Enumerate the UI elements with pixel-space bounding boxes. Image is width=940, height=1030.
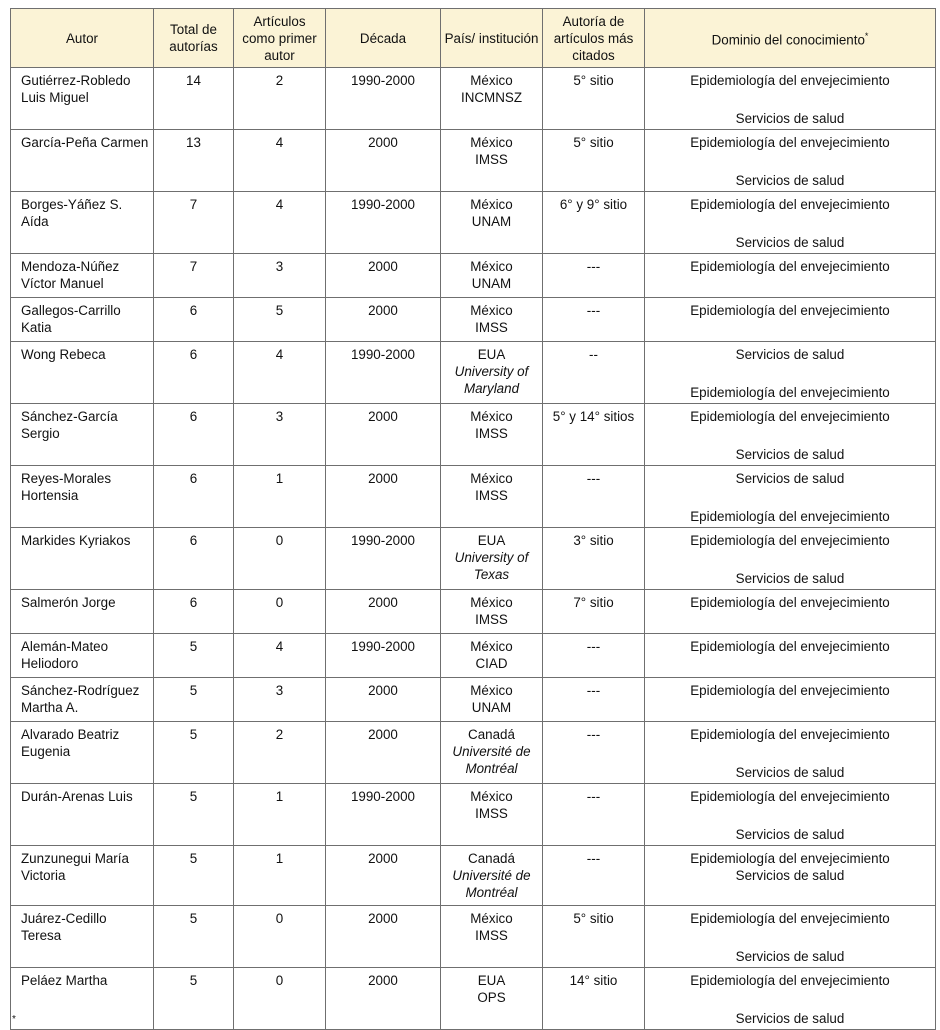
cell-total: 5: [154, 784, 234, 846]
dominio-secondary: Servicios de salud: [735, 765, 845, 780]
pais-institution: University of Maryland: [454, 364, 529, 396]
cell-autoria: ---: [543, 784, 645, 846]
cell-primer: 1: [234, 784, 326, 846]
cell-primer: 4: [234, 192, 326, 254]
cell-primer: 0: [234, 906, 326, 968]
table-header-row: [11, 9, 936, 68]
cell-pais: [441, 722, 543, 784]
cell-autor: Juárez-Cedillo Teresa: [11, 906, 154, 968]
cell-pais: [441, 634, 543, 678]
cell-decada: 2000: [326, 466, 441, 528]
pais-country: México: [470, 197, 513, 212]
dominio-primary: Epidemiología del envejecimiento: [690, 683, 890, 698]
cell-primer: 5: [234, 298, 326, 342]
pais-country: México: [470, 595, 513, 610]
cell-autor: Gutiérrez-Robledo Luis Miguel: [11, 68, 154, 130]
cell-decada: 1990-2000: [326, 528, 441, 590]
cell-primer: 4: [234, 130, 326, 192]
cell-primer: 4: [234, 634, 326, 678]
pais-institution: IMSS: [475, 320, 508, 335]
cell-decada: 2000: [326, 404, 441, 466]
dominio-primary: Epidemiología del envejecimiento: [690, 303, 890, 318]
cell-pais: [441, 968, 543, 1030]
cell-dominio: [645, 722, 936, 784]
cell-autor: Alemán-Mateo Heliodoro: [11, 634, 154, 678]
pais-country: México: [470, 639, 513, 654]
pais-country: México: [470, 303, 513, 318]
pais-institution: University of Texas: [454, 550, 529, 582]
dominio-primary: Epidemiología del envejecimiento: [690, 259, 890, 274]
dominio-gap: [649, 363, 931, 384]
cell-primer: 3: [234, 254, 326, 298]
table-row: [11, 404, 936, 466]
cell-decada: 2000: [326, 906, 441, 968]
pais-institution: IMSS: [475, 612, 508, 627]
cell-autoria: 3° sitio: [543, 528, 645, 590]
header-autoria: Autoría de artículos más citados: [543, 9, 645, 68]
pais-institution: Université de Montréal: [452, 868, 531, 900]
cell-pais: [441, 254, 543, 298]
cell-total: 6: [154, 298, 234, 342]
cell-decada: 2000: [326, 846, 441, 906]
pais-country: México: [470, 135, 513, 150]
cell-pais: [441, 678, 543, 722]
cell-primer: 1: [234, 466, 326, 528]
cell-pais: [441, 846, 543, 906]
dominio-primary: Epidemiología del envejecimiento: [690, 789, 890, 804]
table-row: [11, 678, 936, 722]
pais-institution: IMSS: [475, 806, 508, 821]
cell-decada: 2000: [326, 254, 441, 298]
dominio-gap: [649, 213, 931, 234]
header-autor: Autor: [11, 9, 154, 68]
cell-total: 5: [154, 968, 234, 1030]
dominio-secondary: Servicios de salud: [735, 949, 845, 964]
cell-total: 14: [154, 68, 234, 130]
cell-primer: 3: [234, 678, 326, 722]
table-row: [11, 590, 936, 634]
footnote-mark: *: [12, 1014, 16, 1025]
cell-autor: Gallegos-Carrillo Katia: [11, 298, 154, 342]
cell-dominio: [645, 784, 936, 846]
cell-dominio: [645, 192, 936, 254]
header-total: Total de autorías: [154, 9, 234, 68]
cell-autor: Mendoza-Núñez Víctor Manuel: [11, 254, 154, 298]
table-row: [11, 298, 936, 342]
dominio-secondary: Servicios de salud: [735, 1011, 845, 1026]
pais-country: Canadá: [468, 727, 515, 742]
dominio-primary: Epidemiología del envejecimiento: [690, 973, 890, 988]
cell-total: 6: [154, 466, 234, 528]
dominio-secondary: Servicios de salud: [735, 827, 845, 842]
table-row: [11, 342, 936, 404]
pais-country: México: [470, 471, 513, 486]
cell-dominio: [645, 678, 936, 722]
cell-autoria: 5° sitio: [543, 906, 645, 968]
pais-institution: INCMNSZ: [461, 90, 522, 105]
pais-institution: UNAM: [471, 700, 512, 715]
table-row: [11, 634, 936, 678]
pais-institution: IMSS: [475, 928, 508, 943]
cell-autor: Zunzunegui María Victoria: [11, 846, 154, 906]
header-pais: País/ institución: [441, 9, 543, 68]
cell-primer: 2: [234, 722, 326, 784]
cell-autoria: ---: [543, 846, 645, 906]
cell-total: 6: [154, 590, 234, 634]
cell-total: 7: [154, 254, 234, 298]
dominio-primary: Servicios de salud: [735, 471, 845, 486]
cell-autor: Wong Rebeca: [11, 342, 154, 404]
cell-pais: [441, 784, 543, 846]
cell-pais: [441, 342, 543, 404]
pais-country: México: [470, 789, 513, 804]
cell-autor: Borges-Yáñez S. Aída: [11, 192, 154, 254]
dominio-secondary: Servicios de salud: [735, 235, 845, 250]
cell-pais: [441, 590, 543, 634]
pais-institution: Université de Montréal: [452, 744, 531, 776]
dominio-primary: Epidemiología del envejecimiento: [690, 409, 890, 424]
dominio-secondary: Servicios de salud: [735, 447, 845, 462]
cell-pais: [441, 68, 543, 130]
cell-autor: Alvarado Beatriz Eugenia: [11, 722, 154, 784]
cell-autor: Markides Kyriakos: [11, 528, 154, 590]
table-row: [11, 722, 936, 784]
cell-dominio: [645, 298, 936, 342]
cell-autoria: ---: [543, 466, 645, 528]
cell-decada: 2000: [326, 968, 441, 1030]
cell-autoria: 7° sitio: [543, 590, 645, 634]
dominio-gap: [649, 425, 931, 446]
dominio-gap: [649, 549, 931, 570]
pais-country: México: [470, 259, 513, 274]
pais-country: México: [470, 683, 513, 698]
pais-country: México: [470, 911, 513, 926]
table-row: [11, 68, 936, 130]
dominio-primary: Epidemiología del envejecimiento: [690, 197, 890, 212]
cell-autoria: 5° sitio: [543, 130, 645, 192]
cell-total: 13: [154, 130, 234, 192]
cell-autoria: 5° sitio: [543, 68, 645, 130]
dominio-gap: [649, 805, 931, 826]
cell-autor: Sánchez-García Sergio: [11, 404, 154, 466]
dominio-secondary: Servicios de salud: [735, 868, 845, 883]
cell-pais: [441, 130, 543, 192]
pais-institution: IMSS: [475, 488, 508, 503]
cell-total: 7: [154, 192, 234, 254]
cell-decada: 1990-2000: [326, 634, 441, 678]
dominio-gap: [649, 743, 931, 764]
cell-pais: [441, 192, 543, 254]
cell-total: 6: [154, 342, 234, 404]
dominio-primary: Epidemiología del envejecimiento: [690, 851, 890, 866]
cell-decada: 2000: [326, 722, 441, 784]
dominio-secondary: Servicios de salud: [735, 111, 845, 126]
cell-dominio: [645, 906, 936, 968]
cell-total: 5: [154, 722, 234, 784]
table-row: [11, 968, 936, 1030]
dominio-secondary: Epidemiología del envejecimiento: [690, 509, 890, 524]
table-body: [11, 68, 936, 1030]
table-row: [11, 784, 936, 846]
dominio-gap: [649, 927, 931, 948]
authors-table: [10, 8, 936, 1030]
cell-total: 5: [154, 678, 234, 722]
cell-autoria: ---: [543, 254, 645, 298]
dominio-gap: [649, 151, 931, 172]
table-row: [11, 906, 936, 968]
cell-dominio: [645, 404, 936, 466]
dominio-primary: Epidemiología del envejecimiento: [690, 595, 890, 610]
pais-country: EUA: [477, 347, 506, 362]
cell-autoria: --: [543, 342, 645, 404]
dominio-secondary: Servicios de salud: [735, 571, 845, 586]
cell-decada: 2000: [326, 298, 441, 342]
header-dominio-label: Dominio del conocimiento: [711, 32, 865, 48]
cell-primer: 1: [234, 846, 326, 906]
cell-autoria: 5° y 14° sitios: [543, 404, 645, 466]
pais-institution: IMSS: [475, 152, 508, 167]
pais-country: EUA: [477, 973, 506, 988]
table-row: [11, 466, 936, 528]
cell-autoria: ---: [543, 298, 645, 342]
cell-dominio: [645, 634, 936, 678]
cell-pais: [441, 404, 543, 466]
cell-dominio: [645, 130, 936, 192]
cell-pais: [441, 298, 543, 342]
pais-country: México: [470, 409, 513, 424]
cell-primer: 0: [234, 590, 326, 634]
cell-autoria: 6° y 9° sitio: [543, 192, 645, 254]
cell-decada: 1990-2000: [326, 68, 441, 130]
header-primer-autor: Artículos como primer autor: [234, 9, 326, 68]
dominio-secondary: Servicios de salud: [735, 173, 845, 188]
pais-country: México: [470, 73, 513, 88]
cell-primer: 0: [234, 528, 326, 590]
header-dominio-mark: *: [864, 30, 869, 41]
cell-pais: [441, 528, 543, 590]
dominio-gap: [649, 89, 931, 110]
dominio-gap: [649, 487, 931, 508]
cell-autoria: ---: [543, 634, 645, 678]
table-row: [11, 254, 936, 298]
dominio-primary: Epidemiología del envejecimiento: [690, 533, 890, 548]
dominio-primary: Epidemiología del envejecimiento: [690, 727, 890, 742]
cell-total: 6: [154, 404, 234, 466]
pais-country: EUA: [477, 533, 506, 548]
header-dominio: [645, 9, 936, 68]
cell-decada: 1990-2000: [326, 192, 441, 254]
cell-autor: Reyes-Morales Hortensia: [11, 466, 154, 528]
table-row: [11, 528, 936, 590]
cell-primer: 0: [234, 968, 326, 1030]
dominio-primary: Epidemiología del envejecimiento: [690, 911, 890, 926]
cell-dominio: [645, 846, 936, 906]
cell-autor: Durán-Arenas Luis: [11, 784, 154, 846]
dominio-gap: [649, 989, 931, 1010]
table-row: [11, 130, 936, 192]
pais-institution: IMSS: [475, 426, 508, 441]
cell-dominio: [645, 968, 936, 1030]
cell-autor: Sánchez-Rodríguez Martha A.: [11, 678, 154, 722]
pais-country: Canadá: [468, 851, 515, 866]
dominio-primary: Epidemiología del envejecimiento: [690, 639, 890, 654]
cell-autor: Peláez Martha: [11, 968, 154, 1030]
header-decada: Década: [326, 9, 441, 68]
cell-total: 5: [154, 634, 234, 678]
cell-dominio: [645, 68, 936, 130]
cell-autoria: ---: [543, 722, 645, 784]
pais-institution: OPS: [477, 990, 506, 1005]
cell-pais: [441, 466, 543, 528]
cell-primer: 4: [234, 342, 326, 404]
table-row: [11, 192, 936, 254]
cell-autor: Salmerón Jorge: [11, 590, 154, 634]
cell-dominio: [645, 528, 936, 590]
cell-dominio: [645, 254, 936, 298]
table-row: [11, 846, 936, 906]
cell-decada: 2000: [326, 130, 441, 192]
pais-institution: CIAD: [475, 656, 508, 671]
dominio-primary: Epidemiología del envejecimiento: [690, 73, 890, 88]
cell-autoria: 14° sitio: [543, 968, 645, 1030]
cell-total: 6: [154, 528, 234, 590]
cell-decada: 2000: [326, 590, 441, 634]
dominio-secondary: Epidemiología del envejecimiento: [690, 385, 890, 400]
cell-dominio: [645, 466, 936, 528]
cell-decada: 1990-2000: [326, 342, 441, 404]
dominio-primary: Servicios de salud: [735, 347, 845, 362]
cell-decada: 1990-2000: [326, 784, 441, 846]
pais-institution: UNAM: [471, 276, 512, 291]
pais-institution: UNAM: [471, 214, 512, 229]
dominio-primary: Epidemiología del envejecimiento: [690, 135, 890, 150]
cell-total: 5: [154, 846, 234, 906]
cell-dominio: [645, 342, 936, 404]
cell-autor: García-Peña Carmen: [11, 130, 154, 192]
cell-decada: 2000: [326, 678, 441, 722]
cell-total: 5: [154, 906, 234, 968]
cell-primer: 3: [234, 404, 326, 466]
cell-dominio: [645, 590, 936, 634]
cell-primer: 2: [234, 68, 326, 130]
cell-autoria: ---: [543, 678, 645, 722]
cell-pais: [441, 906, 543, 968]
